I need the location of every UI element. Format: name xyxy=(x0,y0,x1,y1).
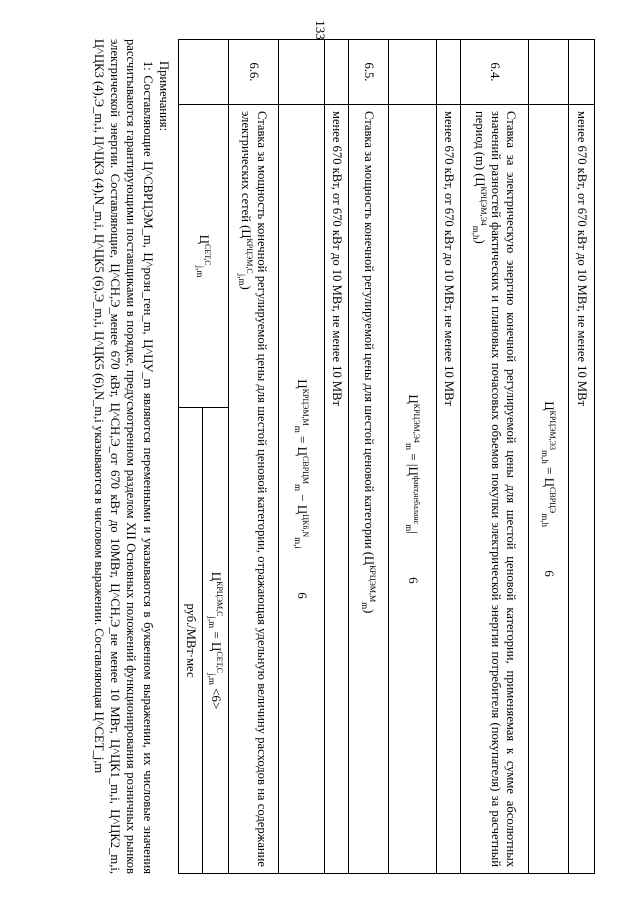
row-number-cell xyxy=(279,40,325,105)
formula-cell: $Ц^{КРЦЭМ,М}_m = Ц^{СВРЦМ}_m - Ц^{ЦК6,N}_{m,i}$ 6 xyxy=(279,105,325,874)
equation-number: 6 xyxy=(406,577,421,584)
voltage-range-cell: менее 670 кВт, от 670 кВт до 10 МВт, не менее 10 МВт xyxy=(325,105,349,874)
description-cell: Ставка за мощность конечной регулируемой цены для шестой ценовой категории, отражающая удельную величину расходов на содержание электрических сетей $(Ц^{КРЦЭМ,С}_{j,m})$ xyxy=(229,105,279,874)
table-row xyxy=(389,40,437,874)
table-row xyxy=(229,40,279,874)
table-row xyxy=(203,40,229,874)
table-row xyxy=(349,40,389,874)
description-cell: Ставка за мощность конечной регулируемой цены для шестой ценовой категории $(Ц^{КРЦЭМ,М}_m)$ xyxy=(349,105,389,874)
tariff-table xyxy=(178,39,595,874)
row-number: 6.6. xyxy=(229,40,279,105)
table-row xyxy=(325,40,349,874)
row-number-cell xyxy=(389,40,437,105)
table-row xyxy=(437,40,461,874)
row-number: 6.5. xyxy=(349,40,389,105)
table-row xyxy=(569,40,595,874)
designation-cell: $Ц^{СЕТ,С}_{j,m}$ xyxy=(179,105,229,408)
formula-cell: $Ц^{КРЦЭМ,С}_{j,m} = Ц^{СЕТ,С}_{j,m} <6>$ xyxy=(203,408,229,874)
table-row xyxy=(461,40,529,874)
row-number-cell xyxy=(529,40,569,105)
row-number-cell xyxy=(179,40,229,105)
table-row xyxy=(529,40,569,874)
unit-cell: руб./МВт·мес xyxy=(179,408,203,874)
equation-number: 6 xyxy=(542,570,557,577)
voltage-range-cell: менее 670 кВт, от 670 кВт до 10 МВт, не менее 10 МВт xyxy=(437,105,461,874)
table-row xyxy=(279,40,325,874)
notes-block xyxy=(90,39,172,874)
row-number-cell xyxy=(437,40,461,105)
formula-cell: $Ц^{КРЦЭМ,Э4}_m = |Ц^{факт,небаланс}_m|$ 6 xyxy=(389,105,437,874)
description-cell: Ставка за электрическую энергию конечной регулируемой цены для шестой ценовой категории, применяемая к сумме абсолютных значений разностей фактических и плановых почасовых объемов покупки электрической энергии потребителя (покупателя) за расчетный период (m) $(Ц^{КРЦЭМ,Э4}_{m,h})$ xyxy=(461,105,529,874)
page-number: 133 xyxy=(313,20,328,40)
row-number: 6.4. xyxy=(461,40,529,105)
voltage-range-cell: менее 670 кВт, от 670 кВт до 10 МВт, не менее 10 МВт xyxy=(569,105,595,874)
row-number-cell xyxy=(325,40,349,105)
row-number-cell xyxy=(569,40,595,105)
rotated-page-content xyxy=(60,35,595,895)
equation-number: 6 xyxy=(295,592,310,599)
notes-text: 1: Составляющие Ц^СВРЦЭМ_m, Ц^розн_ген_m, Ц^ЦУ_m являются переменными и указываются в буквенном выражении, их числовые значения рассчитываются гарантирующими поставщиками в порядке, предусмотренном разделом XII Основных положений функционирования розничных рынков электрической энергии. Составляющие, Ц^СН,Э_менее 670 кВт, Ц^СН,Э_от 670 кВт до 10МВт, Ц^СН,Э_не менее 10 МВт, Ц^ЦК1_m,i, Ц^ЦК2_m,i, Ц^ЦК3 (4),Э_m,i, Ц^ЦК3 (4),N_m,i, Ц^ЦК5 (6),Э_m,i, Ц^ЦК5 (6),N_m,i указываются в числовом выражении. Составляющая Ц^СЕТ_j,m xyxy=(91,39,155,874)
notes-title: Примечания: xyxy=(157,61,171,132)
formula-cell: $Ц^{КРЦЭМ,ЭЗ}_{m,h} = Ц^{СВРЦЭ}_{m,h}$ 6 xyxy=(529,105,569,874)
